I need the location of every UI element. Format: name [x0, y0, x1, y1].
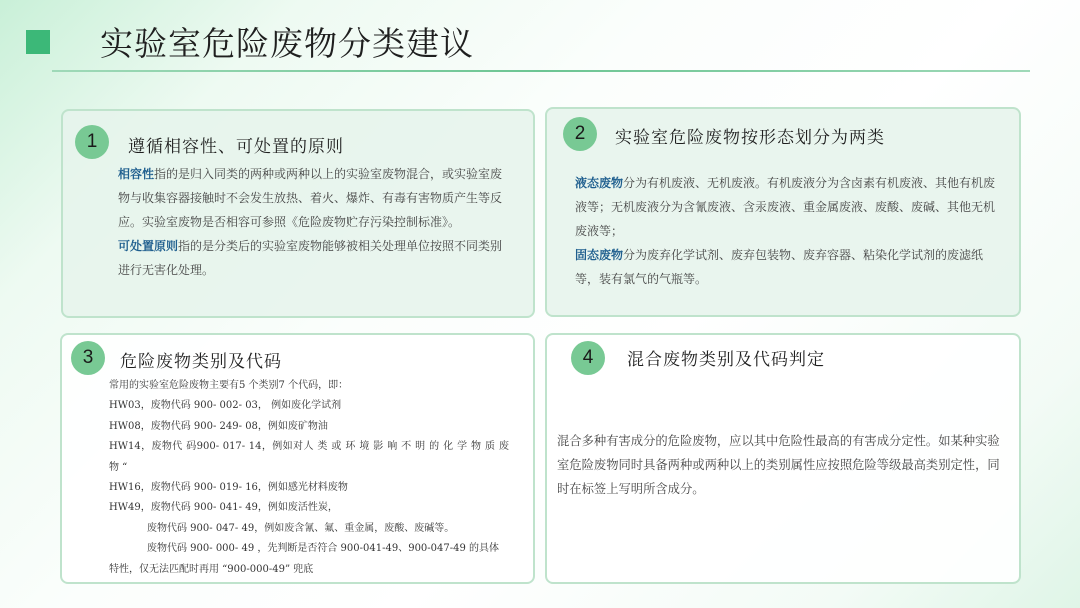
emphasis-term: 液态废物 [575, 176, 624, 190]
code-line: 常用的实验室危险废物主要有5 个类别7 个代码，即： [109, 380, 349, 391]
paragraph-text: 指的是分类后的实验室废物能够被相关处理单位按照不同类别进行无害化处理。 [118, 239, 503, 277]
paragraph-text: 分为有机废液、无机废液。有机废液分为含卤素有机废液、其他有机废液等；无机废液分为含氰废液、含汞废液、重金属废液、废酸、废碱、其他无机废液等； [575, 176, 996, 238]
card-compatibility-principle [61, 109, 535, 318]
card-mixed-waste [545, 333, 1021, 584]
code-line: HW14，废物代 码900- 017- 14，例如对人 类 或 环 境 影 响 不 明 的 化 学 物 质 废 [109, 441, 509, 453]
card-body [118, 162, 503, 282]
title-divider [52, 70, 1030, 72]
code-line: 废物代码 900- 000- 49 ，先判断是否符合 900-041-49、900-047-49 的具体 [147, 543, 500, 555]
card-paragraph [575, 171, 1005, 243]
card-heading: 遵循相容性、可处置的原则 [128, 137, 344, 157]
paragraph-text: 指的是归入同类的两种或两种以上的实验室废物混合，或实验室废物与收集容器接触时不会发生放热、着火、爆炸、有毒有害物质产生等反应。实验室废物是否相容可参照《危险废物贮存污染控制标准》。 [118, 167, 503, 229]
card-heading: 实验室危险废物按形态划分为两类 [615, 128, 885, 148]
emphasis-term: 可处置原则 [118, 239, 179, 253]
card-paragraph: 混合多种有害成分的危险废物，应以其中危险性最高的有害成分定性。如某种实验室危险废物同时具备两种或两种以上的类别属性应按照危险等级最高类别定性，同时在标签上写明所含成分。 [557, 434, 1000, 496]
paragraph-text: 分为废弃化学试剂、废弃包装物、废弃容器、粘染化学试剂的废滤纸等，装有氯气的气瓶等。 [575, 248, 984, 286]
card-body [109, 376, 509, 580]
card-paragraph [118, 234, 503, 282]
code-line: HW16，废物代码 900- 019- 16，例如感光材料废物 [109, 482, 348, 494]
code-line: HW03，废物代码 900- 002- 03， 例如废化学试剂 [109, 400, 342, 412]
card-heading: 危险废物类别及代码 [120, 352, 282, 372]
card-number-1: 1 [75, 125, 109, 159]
card-body [575, 171, 1005, 291]
card-paragraph [118, 162, 503, 234]
card-number-2: 2 [563, 117, 597, 151]
card-number-4: 4 [571, 341, 605, 375]
emphasis-term: 相容性 [118, 167, 155, 181]
card-waste-forms [545, 107, 1021, 317]
code-line: 特性，仅无法匹配时再用 “900-000-49” 兜底 [109, 563, 314, 575]
page-title: 实验室危险废物分类建议 [100, 24, 474, 63]
code-line: HW08，废物代码 900- 249- 08，例如废矿物油 [109, 420, 328, 432]
card-paragraph [575, 243, 1005, 291]
card-number-3: 3 [71, 341, 105, 375]
title-accent-square [26, 30, 50, 54]
code-line: 废物代码 900- 047- 49，例如废含氰、氟、重金属，废酸、废碱等。 [147, 522, 455, 534]
card-body [557, 429, 1009, 501]
code-line: HW49，废物代码 900- 041- 49，例如废活性炭， [109, 502, 338, 514]
emphasis-term: 固态废物 [575, 248, 624, 262]
card-waste-codes [60, 333, 535, 584]
card-heading: 混合废物类别及代码判定 [627, 350, 825, 370]
code-line: 物 “ [109, 461, 128, 473]
